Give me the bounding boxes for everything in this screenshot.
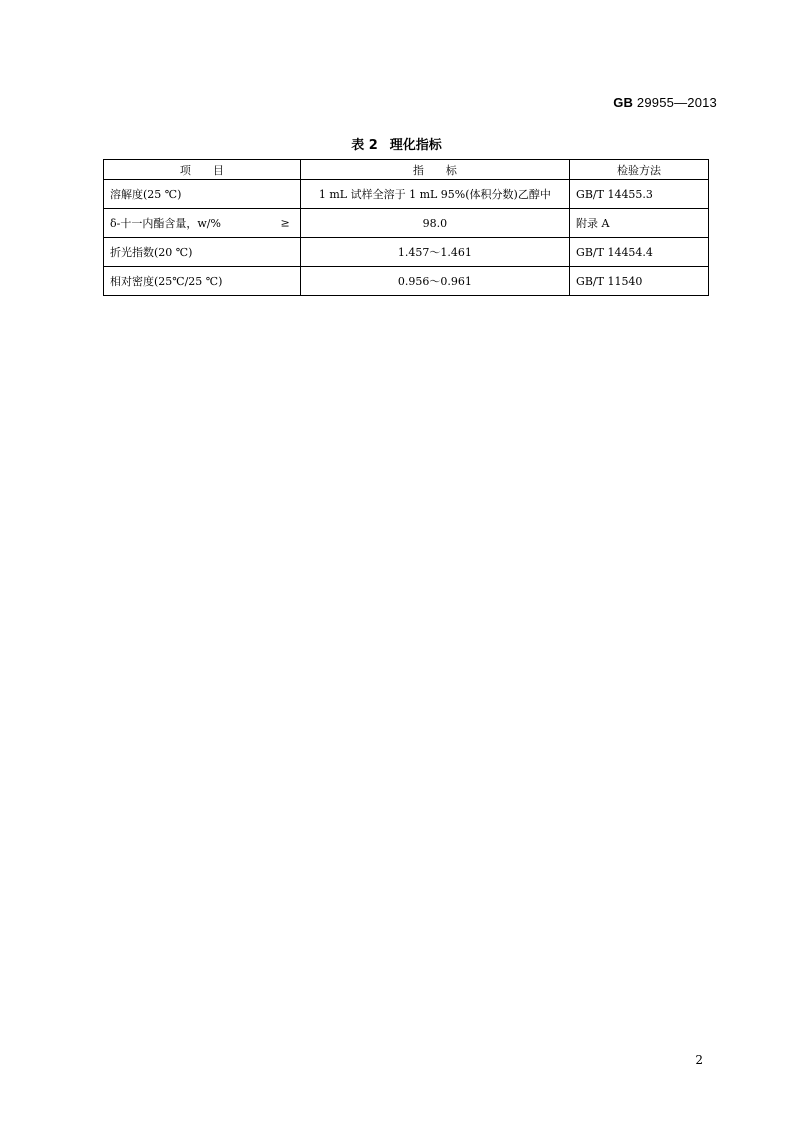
method-cell: GB/T 14454.4 bbox=[570, 238, 709, 267]
table-row bbox=[104, 180, 709, 209]
standard-number: 29955—2013 bbox=[636, 95, 717, 110]
header-item: 项 目 bbox=[104, 160, 301, 180]
item-cell: 溶解度(25 ℃) bbox=[104, 180, 301, 209]
table-caption bbox=[0, 134, 793, 153]
value-cell: 1 mL 试样全溶于 1 mL 95%(体积分数)乙醇中 bbox=[300, 180, 569, 209]
table-row bbox=[104, 267, 709, 296]
table-row bbox=[104, 238, 709, 267]
page-number: 2 bbox=[695, 1053, 703, 1067]
method-cell: 附录 A bbox=[570, 209, 709, 238]
physicochemical-table bbox=[103, 159, 709, 296]
table-header-row bbox=[104, 160, 709, 180]
table-row bbox=[104, 209, 709, 238]
header-method: 检验方法 bbox=[570, 160, 709, 180]
item-cell: 折光指数(20 ℃) bbox=[104, 238, 301, 267]
item-cell: 相对密度(25℃/25 ℃) bbox=[104, 267, 301, 296]
standard-prefix: GB bbox=[613, 95, 634, 110]
table-caption-number: 表 2 bbox=[351, 138, 378, 153]
item-label: δ-十一内酯含量，w/% bbox=[110, 217, 221, 230]
standard-code bbox=[613, 95, 717, 110]
method-cell: GB/T 14455.3 bbox=[570, 180, 709, 209]
value-cell: 0.956～0.961 bbox=[300, 267, 569, 296]
header-value: 指 标 bbox=[300, 160, 569, 180]
value-cell: 98.0 bbox=[300, 209, 569, 238]
method-cell: GB/T 11540 bbox=[570, 267, 709, 296]
value-cell: 1.457～1.461 bbox=[300, 238, 569, 267]
greater-equal-symbol: ≥ bbox=[280, 216, 290, 230]
table-caption-title: 理化指标 bbox=[389, 138, 442, 153]
item-cell bbox=[104, 209, 301, 238]
